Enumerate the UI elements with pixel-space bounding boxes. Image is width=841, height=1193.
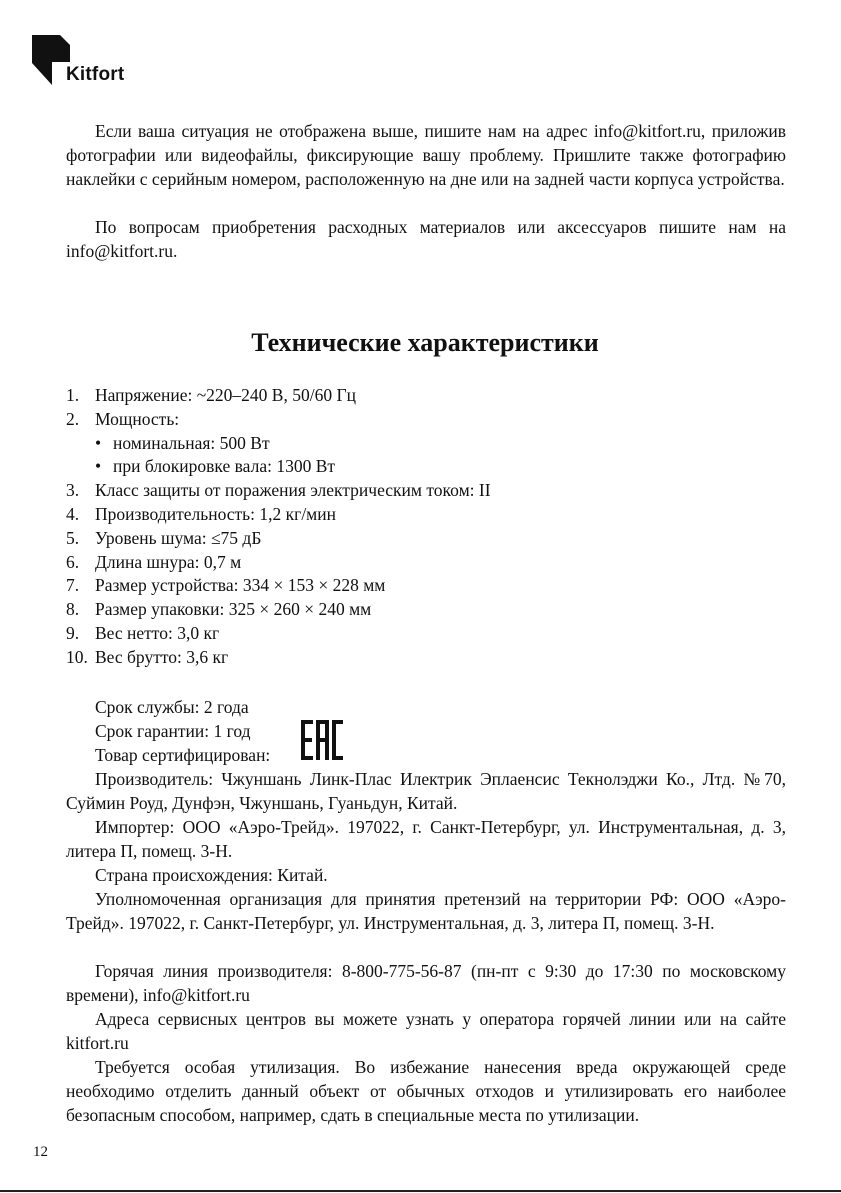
eac-mark-icon	[301, 720, 343, 760]
spec-item: 3. Класс защиты от поражения электрическим током: II	[66, 480, 491, 501]
spec-item: 1. Напряжение: ~220–240 В, 50/60 Гц	[66, 385, 356, 405]
bottom-divider	[0, 1190, 841, 1192]
service-life: Срок службы: 2 года	[95, 697, 249, 717]
warranty-period: Срок гарантии: 1 год	[95, 721, 251, 741]
importer-info: Импортер: ООО «Аэро-Трейд». 197022, г. Санкт-Петербург, ул. Инструментальная, д. 3, литера П, помещ. 3-Н.	[66, 817, 786, 861]
specs-list	[66, 384, 786, 670]
authorized-organization: Уполномоченная организация для принятия претензий на территории РФ: ООО «Аэро-Трейд». 197022, г. Санкт-Петербург, ул. Инструментальная, д. 3, литера П, помещ. 3-Н.	[66, 889, 786, 933]
intro-paragraph-1: Если ваша ситуация не отображена выше, пишите нам на адрес info@kitfort.ru, приложив фотографии или видеофайлы, фиксирующие вашу проблему. Пришлите также фотографию наклейки с серийным номером, расположенную на дне или на задней части корпуса устройства.	[66, 121, 786, 189]
spec-item: 6. Длина шнура: 0,7 м	[66, 551, 242, 572]
spec-item: 7. Размер устройства: 334 × 153 × 228 мм	[66, 575, 386, 596]
page-number: 12	[33, 1144, 48, 1160]
certification-label: Товар сертифицирован:	[95, 745, 271, 765]
manufacturer-info: Производитель: Чжуншань Линк-Плас Илектрик Эплаенсис Текнолэджи Ко., Лтд. №70, Суймин Роуд, Дунфэн, Чжуншань, Гуаньдун, Китай.	[66, 769, 786, 813]
country-of-origin: Страна происхождения: Китай.	[95, 865, 328, 885]
disposal-info: Требуется особая утилизация. Во избежание нанесения вреда окружающей среде необходимо отделить данный объект от обычных отходов и утилизировать его наиболее безопасным способом, например, сдать в специальные места по утилизации.	[66, 1057, 786, 1125]
service-centers-info: Адреса сервисных центров вы можете узнать у оператора горячей линии или на сайте kitfort.ru	[66, 1009, 786, 1053]
spec-sub-item: • номинальная: 500 Вт	[95, 432, 270, 453]
logo-text: Kitfort	[66, 64, 125, 85]
spec-item: 5. Уровень шума: ≤75 дБ	[66, 527, 262, 548]
spec-item: 4. Производительность: 1,2 кг/мин	[66, 503, 336, 524]
specs-title: Технические характеристики	[251, 328, 599, 357]
spec-item: 2. Мощность:	[66, 408, 180, 429]
spec-item: 8. Размер упаковки: 325 × 260 × 240 мм	[66, 599, 372, 620]
intro-paragraph-2: По вопросам приобретения расходных материалов или аксессуаров пишите нам на info@kitfort.ru.	[66, 217, 786, 261]
spec-sub-item: • при блокировке вала: 1300 Вт	[95, 456, 336, 477]
hotline-info: Горячая линия производителя: 8-800-775-56-87 (пн-пт с 9:30 до 17:30 по московскому времени), info@kitfort.ru	[66, 961, 786, 1005]
spec-item: 9. Вес нетто: 3,0 кг	[66, 622, 220, 643]
spec-item: 10. Вес брутто: 3,6 кг	[66, 646, 229, 667]
